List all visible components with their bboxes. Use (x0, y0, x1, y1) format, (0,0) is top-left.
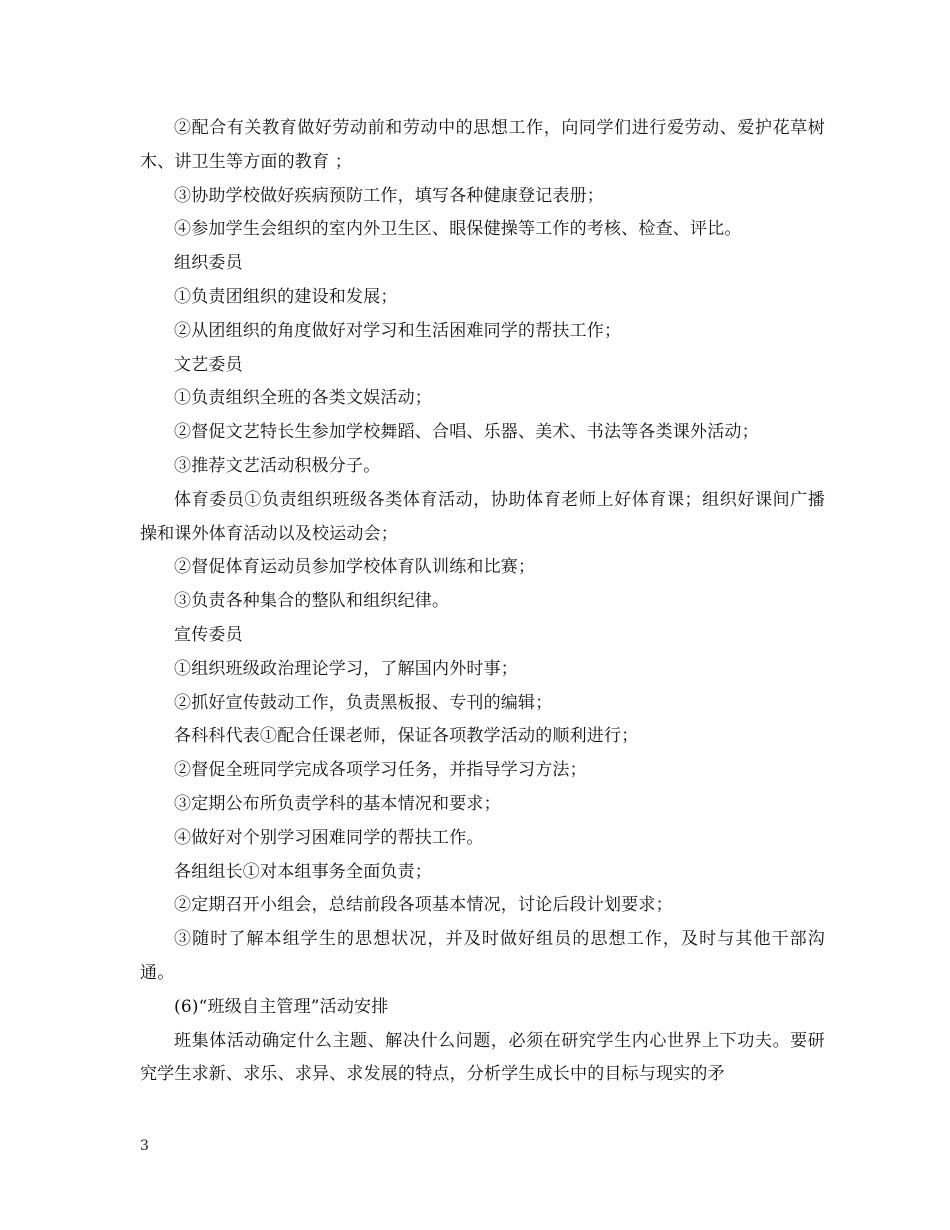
paragraph: ③定期公布所负责学科的基本情况和要求； (174, 793, 501, 814)
paragraph: ②督促全班同学完成各项学习任务，并指导学习方法； (174, 760, 587, 781)
paragraph: ③推荐文艺活动积极分子。 (174, 455, 381, 476)
section-heading: 宣传委员 (174, 624, 243, 645)
paragraph: ②定期召开小组会，总结前段各项基本情况，讨论后段计划要求； (174, 895, 673, 916)
paragraph: ④参加学生会组织的室内外卫生区、眼保健操等工作的考核、检查、评比。 (174, 219, 742, 240)
paragraph: ③协助学校做好疾病预防工作，填写各种健康登记表册； (174, 185, 604, 206)
paragraph: ②从团组织的角度做好对学习和生活困难同学的帮扶工作； (174, 320, 622, 341)
paragraph: 各组组长①对本组事务全面负责； (174, 861, 432, 882)
page-number: 3 (140, 1138, 149, 1154)
paragraph: 班集体活动确定什么主题、解决什么问题，必须在研究学生内心世界上下功夫。要研究学生求新、求乐、求异、求发展的特点，分析学生成长中的目标与现实的矛 (140, 1030, 825, 1085)
document-body (140, 112, 825, 1092)
paragraph: ②配合有关教育做好劳动前和劳动中的思想工作，向同学们进行爱劳动、爱护花草树木、讲卫生等方面的教育 ； (140, 118, 825, 172)
paragraph: ④做好对个别学习困难同学的帮扶工作。 (174, 827, 484, 848)
paragraph: ③负责各种集合的整队和组织纪律。 (174, 591, 450, 612)
section-heading: 组织委员 (174, 253, 243, 274)
paragraph: ①组织班级政治理论学习，了解国内外时事； (174, 658, 518, 679)
paragraph: ②抓好宣传鼓动工作，负责黑板报、专刊的编辑； (174, 692, 553, 713)
paragraph: 体育委员①负责组织班级各类体育活动，协助体育老师上好体育课；组织好课间广播操和课外体育活动以及校运动会； (140, 489, 825, 544)
section-heading: (6)“班级自主管理”活动安排 (174, 996, 389, 1017)
section-heading: 文艺委员 (174, 354, 243, 375)
paragraph: 各科科代表①配合任课老师，保证各项教学活动的顺利进行； (174, 726, 639, 747)
paragraph: ①负责组织全班的各类文娱活动； (174, 388, 432, 409)
paragraph: ②督促体育运动员参加学校体育队训练和比赛； (174, 557, 536, 578)
paragraph: ③随时了解本组学生的思想状况，并及时做好组员的思想工作，及时与其他干部沟通。 (140, 929, 825, 983)
paragraph: ②督促文艺特长生参加学校舞蹈、合唱、乐器、美术、书法等各类课外活动； (174, 422, 759, 443)
paragraph: ①负责团组织的建设和发展； (174, 286, 398, 307)
